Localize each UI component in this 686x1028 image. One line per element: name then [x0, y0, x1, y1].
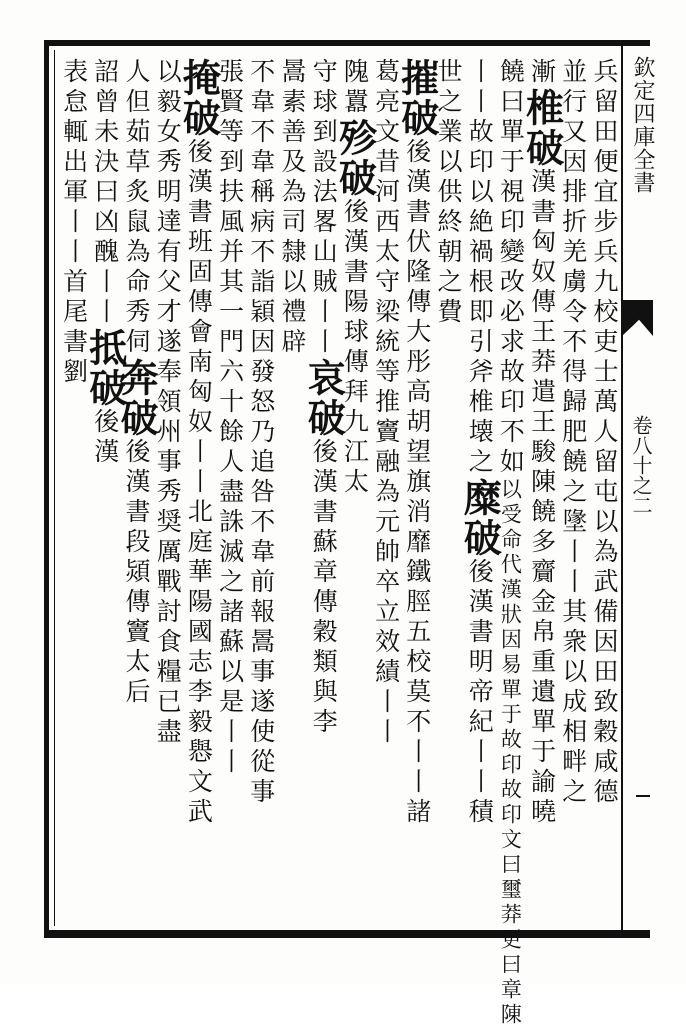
text-column [114, 58, 159, 926]
text-column [274, 58, 310, 926]
text-segment: 詔曾未決曰凶醜丨丨 [90, 58, 120, 328]
text-segment: 漢書匈奴傳王莽遣王駿陳饒多齎金帛重遺單于諭曉 [527, 168, 557, 828]
text-column [301, 58, 347, 926]
margin-tick-mark [636, 795, 650, 797]
text-column [56, 58, 92, 926]
entry-headword: 摧破 [394, 58, 440, 138]
text-segment: 饒曰單于視印變改必求故印不如 [496, 58, 526, 478]
text-column [394, 58, 440, 926]
entry-headword: 糜破 [457, 478, 503, 558]
text-segment: 丨丨故印以絶禍根即引斧椎壊之 [465, 58, 495, 478]
text-segment: 後漢 [90, 408, 120, 468]
text-segment: 以受命代漢狀因易單于故印故印文曰璽莽更曰章陳 [498, 478, 523, 1028]
text-segment: 後漢書陽球傳拜九江太 [340, 198, 370, 498]
entry-headword: 奔破 [114, 358, 159, 438]
text-segment: 張賢等到扶風并其一門六十餘人盡誅滅之諸蘇以是丨丨 [215, 58, 245, 778]
margin-volume-label: 卷八十之二 [629, 415, 653, 515]
text-segment: 書劉 [59, 328, 89, 388]
text-segment: 後漢書班固傳會南匈奴丨丨北庭華陽國志李毅㦛文武 [184, 138, 214, 828]
text-column [555, 58, 591, 926]
text-segment: 葛亮文昔河西太守梁統等推竇融為元帥卒立效績丨丨 [371, 58, 401, 748]
text-segment: 人但茹草炙鼠為命秀伺 [122, 58, 151, 358]
text-column [149, 58, 185, 926]
text-segment: 囂 [340, 88, 370, 118]
frame-top-border [44, 40, 650, 46]
text-segment: 世之業以供終朝之費 [434, 58, 463, 328]
text-segment: 守球到設法畧山賊丨丨 [309, 58, 339, 358]
text-segment: 表怠輒出軍丨丨首尾 [59, 58, 89, 328]
text-segment: 以毅女秀明達有父才遂奉領州事秀奨厲戰討食糧已盡 [153, 58, 183, 748]
text-segment: 暠素善及為司隸以禮辟 [278, 58, 307, 358]
frame-left-border [44, 40, 49, 938]
text-column [243, 58, 279, 926]
entry-headword: 掩破 [176, 58, 222, 138]
text-segment: 兵留田便宜步兵九校吏士萬人留屯以為武備因田致穀咸德 [590, 58, 619, 808]
text-segment: 漸 [527, 58, 557, 88]
frame-bottom-border [44, 930, 650, 938]
text-segment: 後漢書蘇章傳穀類與李 [309, 438, 339, 738]
text-column [82, 58, 128, 926]
text-segment: 後漢書明帝紀丨丨積 [465, 558, 495, 828]
text-segment: 不韋不韋稱病不詣穎因發怒乃追咎不韋前報暠事遂使從事 [246, 58, 276, 808]
entry-headword: 哀破 [301, 358, 347, 438]
text-column [519, 58, 565, 926]
margin-book-title: 欽定四庫全書 [630, 56, 655, 194]
text-column [586, 58, 622, 926]
entry-headword: 殄破 [332, 118, 378, 198]
text-column [212, 58, 248, 926]
text-segment: 隗 [340, 58, 370, 88]
text-segment: 後漢書伏隆傳大彤高胡望旗消靡鐵脛五校莫不丨丨諸 [402, 138, 432, 828]
text-column [430, 58, 466, 926]
text-column [176, 58, 222, 926]
text-segment: 後漢書段熲傳竇太后 [122, 438, 151, 708]
text-column [332, 58, 378, 926]
entry-headword: 抵破 [82, 328, 128, 408]
text-column [457, 58, 503, 926]
entry-headword: 椎破 [519, 88, 565, 168]
text-segment: 並行又因排折羌虜令不得歸肥饒之墬丨丨其衆以成相畔之 [558, 58, 588, 808]
